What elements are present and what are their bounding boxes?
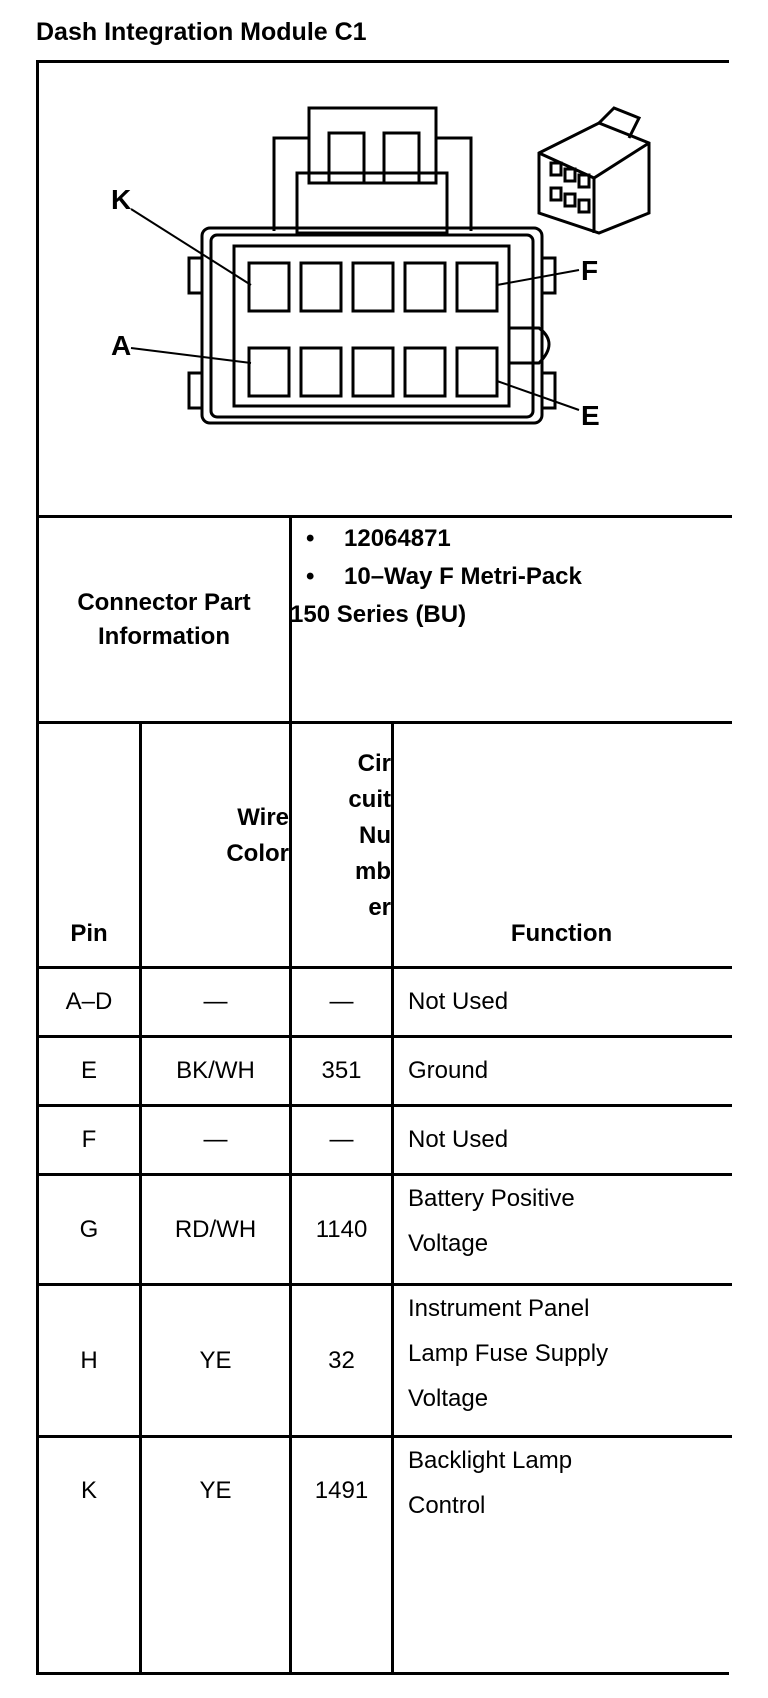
table-row-pin: G	[79, 1215, 99, 1243]
pin-label-a: A	[111, 330, 132, 361]
table-row-pin: A–D	[65, 988, 113, 1015]
table-row-wire-color: YE	[199, 1346, 232, 1374]
table-row-circuit: —	[329, 1126, 354, 1153]
table-row-wire-color: BK/WH	[176, 1057, 255, 1084]
table-row-circuit: 1140	[315, 1215, 368, 1243]
connector-diagram	[39, 63, 729, 563]
table-row-function: Not Used	[408, 988, 509, 1015]
header-function: Function	[510, 920, 613, 947]
connector-table	[36, 60, 729, 1675]
table-row-circuit: 351	[321, 1057, 362, 1084]
pin-label-e: E	[581, 400, 600, 431]
table-row-function: Instrument Panel Lamp Fuse Supply Voltage	[408, 1295, 609, 1412]
part-number: 12064871	[344, 525, 451, 552]
table-row-function: Backlight Lamp Control	[408, 1447, 573, 1519]
table-row-wire-color: YE	[199, 1476, 232, 1504]
connector-series: 150 Series (BU)	[290, 601, 467, 628]
connector-info-label: Connector Part Information	[77, 588, 251, 650]
table-row-circuit: 1491	[314, 1476, 369, 1504]
table-row-pin: H	[80, 1346, 98, 1374]
table-row-wire-color: RD/WH	[174, 1215, 257, 1243]
table-row-function: Ground	[408, 1057, 489, 1084]
header-wire-color: Wire Color	[226, 804, 289, 867]
table-row-function: Not Used	[408, 1126, 509, 1153]
page-title: Dash Integration Module C1	[36, 18, 367, 46]
table-row-pin: F	[81, 1126, 97, 1153]
table-row-pin: K	[80, 1476, 97, 1504]
connector-info-details: • 12064871 • 10–Way F Metri-Pack 150 Series (BU)	[290, 520, 582, 634]
header-circuit-number: Cir cuit Nu mb er	[348, 750, 391, 921]
header-pin: Pin	[70, 920, 108, 947]
connector-description: 10–Way F Metri-Pack	[344, 563, 582, 590]
table-row-circuit: 32	[328, 1346, 355, 1374]
table-row-circuit: —	[329, 988, 354, 1015]
table-row-pin: E	[80, 1057, 97, 1084]
table-row-wire-color: —	[203, 1126, 228, 1153]
pin-label-f: F	[581, 255, 599, 286]
table-row-wire-color: —	[203, 988, 228, 1015]
pin-label-k: K	[111, 184, 132, 215]
table-row-function: Battery Positive Voltage	[408, 1185, 575, 1257]
